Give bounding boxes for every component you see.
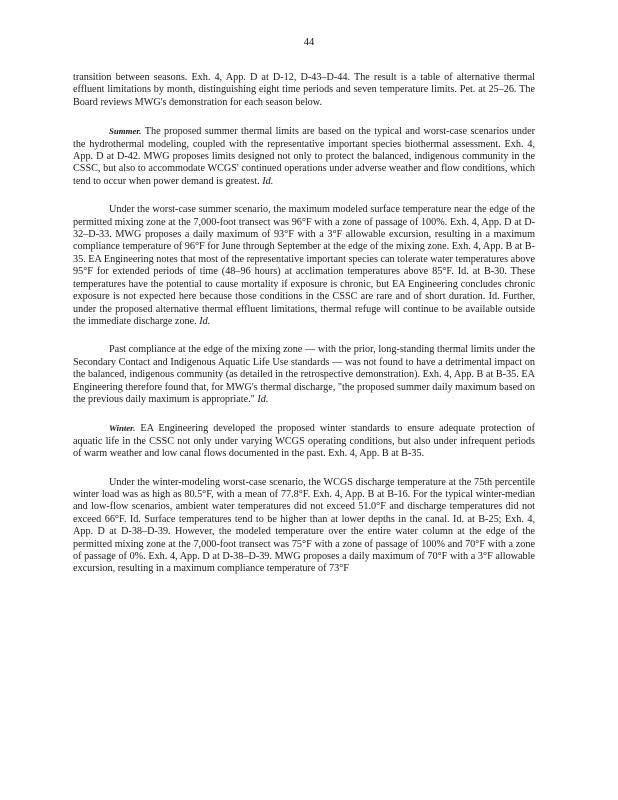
paragraph-text: The proposed summer thermal limits are based on the typical and worst-case scenarios under the hydrothermal modeling, coupled with the representative important species biothermal assessment. Exh. 4, App. D at D-42. MWG proposes limits designed not only to protect the balanced, indigenous community in the CSSC, but also to accommodate WCGS' continued operations under adverse weather and flow conditions, which tend to occur when power demand is greatest. (73, 126, 535, 187)
paragraph-text: Past compliance at the edge of the mixing zone — with the prior, long-standing thermal limits under the Secondary Contact and Indigenous Aquatic Life Use standards — was not found to have a detrimental impact on the balanced, indigenous community (as detailed in the retrospective demonstration). Exh. 4, App. B at B-35. EA Engineering therefore found that, for MWG's thermal discharge, "the proposed summer daily maximum based on the previous daily maximum is appropriate." (73, 344, 535, 405)
page-number: 44 (303, 37, 315, 48)
run-in-heading-summer: Summer. (109, 126, 142, 137)
citation-id: Id. (257, 393, 269, 405)
paragraph-text: Under the winter-modeling worst-case scenario, the WCGS discharge temperature at the 75th percentile winter load was as high as 80.5°F, with a mean of 77.8°F. Exh. 4, App. B at B-16. For the typical winter-median and low-flow scenarios, ambient water temperatures did not exceed 51.0°F and discharge temperatures did not exceed 66°F. Id. Surface temperatures tend to be higher than at lower depths in the canal. Id. at B-25; Exh. 4, App. D at D-38–D-39. However, the modeled temperature over the entire water column at the edge of the permitted mixing zone at the 7,000-foot transect was 75°F with a zone of passage of 100% and 70°F with a zone of passage of 0%. Exh. 4, App. D at D-38–D-39. MWG proposes a daily maximum of 70°F with a 3°F allowable excursion, resulting in a maximum compliance temperature of 73°F (73, 476, 535, 575)
paragraph-text: Under the worst-case summer scenario, the maximum modeled surface temperature near the edge of the permitted mixing zone at the 7,000-foot transect was 96°F with a zone of passage of 100%. Exh. 4, App. D at D-32–D-33. MWG proposes a daily maximum of 93°F with a 3°F allowable excursion, resulting in a maximum compliance temperature of 96°F for June through September at the edge of the mixing zone. Exh. 4, App. B at B-35. EA Engineering notes that most of the representative important species can tolerate water temperatures above 95°F for extended periods of time (48–96 hours) at acclimation temperatures above 85°F. Id. at B-30. These temperatures have the potential to cause mortality if exposure is chronic, but EA Engineering concludes chronic exposure is not expected here because those conditions in the CSSC are rare and of short duration. Id. Further, under the proposed alternative thermal effluent limitations, thermal refuge will continue to be available outside the immediate discharge zone. (73, 204, 535, 327)
paragraph-winter-worst-case (73, 477, 535, 576)
paragraph-transition (73, 72, 535, 109)
paragraph-text: EA Engineering developed the proposed winter standards to ensure adequate protection of aquatic life in the CSSC not only under varying WCGS operating conditions, but also under infrequent periods of warm weather and low canal flows documented in the past. Exh. 4, App. B at B-35. (73, 423, 536, 460)
citation-id: Id. (199, 315, 211, 327)
paragraph-summer-intro (73, 125, 535, 188)
paragraph-past-compliance (73, 344, 535, 406)
paragraph-text: transition between seasons. Exh. 4, App. D at D-12, D-43–D-44. The result is a table of alternative thermal effluent limitations by month, distinguishing eight time periods and seven temperature limits. Pet. at 25–26. The Board reviews MWG's demonstration for each season below. (73, 72, 535, 108)
paragraph-summer-worst-case (73, 204, 535, 328)
document-body (73, 72, 535, 592)
paragraph-winter-intro (73, 422, 535, 460)
citation-id: Id. (262, 175, 274, 187)
run-in-heading-winter: Winter. (109, 423, 136, 434)
